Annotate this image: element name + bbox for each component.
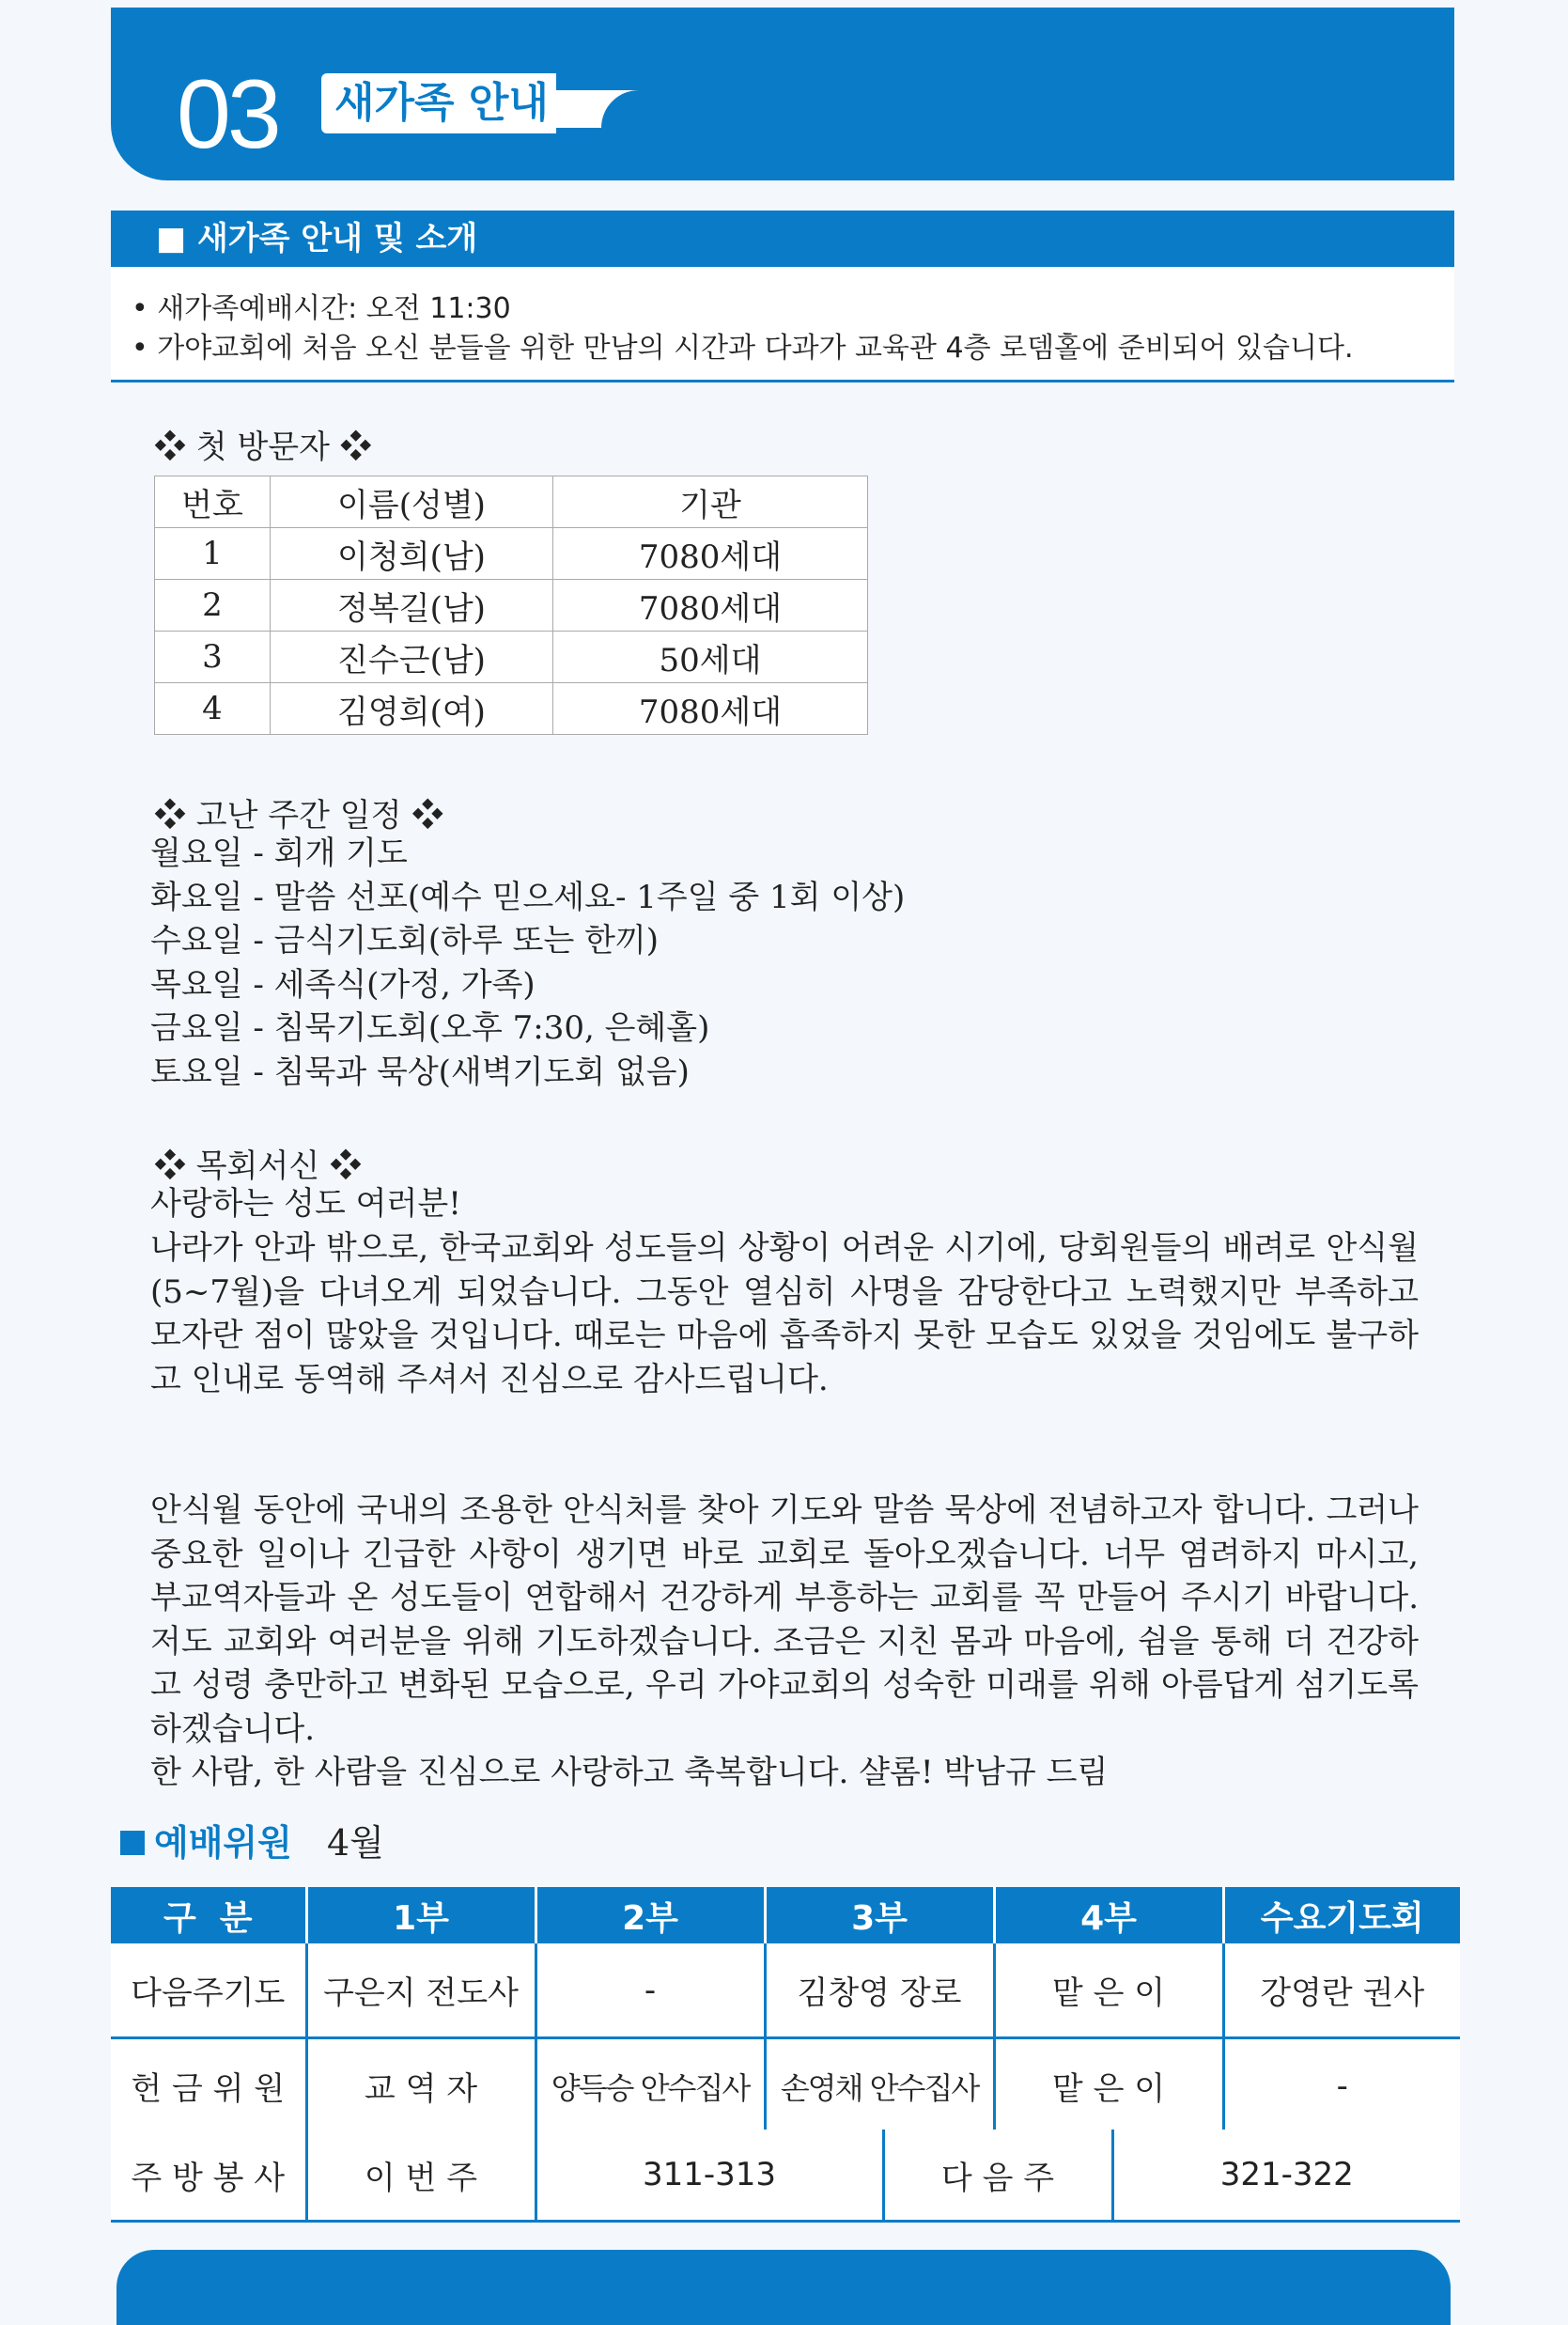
kitchen-duty-table xyxy=(111,2130,1460,2223)
section-number: 03 xyxy=(177,60,278,169)
schedule-item-sat: 토요일 - 침묵과 묵상(새벽기도회 없음) xyxy=(150,1053,690,1091)
info-line-time: • 새가족예배시간: 오전 11:30 xyxy=(132,292,511,325)
table-row xyxy=(155,580,868,632)
table-cell: 정복길(남) xyxy=(271,580,553,632)
letter-closing: 한 사람, 한 사람을 진심으로 사랑하고 축복합니다. 샬롬! 박남규 드림 xyxy=(150,1754,1109,1791)
worship-header-cell: 4부 xyxy=(994,1887,1223,1943)
table-header-cell: 이름(성별) xyxy=(271,476,553,528)
table-header-cell: 번호 xyxy=(155,476,271,528)
table-cell: 진수근(남) xyxy=(271,632,553,683)
table-cell: 50세대 xyxy=(553,632,868,683)
schedule-item-mon: 월요일 - 회개 기도 xyxy=(150,835,408,872)
worship-month: 4월 xyxy=(327,1822,384,1864)
table-cell: 손영채 안수집사 xyxy=(765,2038,994,2134)
table-cell: 7080세대 xyxy=(553,580,868,632)
letter-paragraph-1: 나라가 안과 밖으로, 한국교회와 성도들의 상황이 어려운 시기에, 당회원들의 배려로 안식월(5~7월)을 다녀오게 되었습니다. 그동안 열심히 사명을 감당한다고 노력했지만 부족하고 모자란 점이 많았을 것입니다. 때로는 마음에 흡족하지 못한 모습도 있었을 것임에도 불구하고 인내로 동역해 주셔서 진심으로 감사드립니다. xyxy=(150,1229,1419,1398)
table-row xyxy=(155,683,868,735)
worship-header-row xyxy=(111,1887,1460,1943)
schedule-item-thu: 목요일 - 세족식(가정, 가족) xyxy=(150,966,536,1004)
table-cell: 양득승 안수집사 xyxy=(536,2038,765,2134)
table-cell: 맡 은 이 xyxy=(994,2038,1223,2134)
worship-header-cell: 3부 xyxy=(765,1887,994,1943)
table-row xyxy=(111,1943,1460,2038)
table-cell: 이 번 주 xyxy=(306,2130,536,2222)
letter-greeting: 사랑하는 성도 여러분! xyxy=(150,1185,461,1223)
schedule-item-fri: 금요일 - 침묵기도회(오후 7:30, 은혜홀) xyxy=(150,1009,710,1047)
table-cell: 다음주기도 xyxy=(111,1943,306,2038)
worship-table xyxy=(111,1887,1460,2135)
schedule-item-tue: 화요일 - 말씀 선포(예수 믿으세요- 1주일 중 1회 이상) xyxy=(150,879,906,916)
table-cell: 311-313 xyxy=(536,2130,883,2222)
table-cell: 7080세대 xyxy=(553,683,868,735)
schedule-heading: ❖ 고난 주간 일정 ❖ xyxy=(154,797,444,835)
table-cell: 헌 금 위 원 xyxy=(111,2038,306,2134)
table-cell: 김영희(여) xyxy=(271,683,553,735)
table-cell: 321-322 xyxy=(1112,2130,1460,2222)
header-curve xyxy=(601,90,1454,180)
letter-heading: ❖ 목회서신 ❖ xyxy=(154,1147,362,1185)
letter-paragraph-2: 안식월 동안에 국내의 조용한 안식처를 찾아 기도와 말씀 묵상에 전념하고자 합니다. 그러나 중요한 일이나 긴급한 사항이 생기면 바로 교회로 돌아오겠습니다. 너무 염려하지 마시고, 부교역자들과 온 성도들이 연합해서 건강하게 부흥하는 교회를 꼭 만들어 주시기 바랍니다. 저도 교회와 여러분을 위해 기도하겠습니다. 조금은 지친 몸과 마음에, 쉼을 통해 더 건강하고 성령 충만하고 변화된 모습으로, 우리 가야교회의 성숙한 미래를 위해 아름답게 섬기도록 하겠습니다. xyxy=(150,1491,1419,1748)
table-cell: 강영란 권사 xyxy=(1223,1943,1460,2038)
worship-header-cell: 구 분 xyxy=(111,1887,306,1943)
table-row xyxy=(155,632,868,683)
footer-band xyxy=(116,2250,1451,2325)
table-header-cell: 기관 xyxy=(553,476,868,528)
table-cell: 4 xyxy=(155,683,271,735)
info-line-welcome: • 가야교회에 처음 오신 분들을 위한 만남의 시간과 다과가 교육관 4층 로뎀홀에 준비되어 있습니다. xyxy=(132,332,1354,365)
worship-title: 예배위원 xyxy=(154,1822,292,1864)
table-row xyxy=(155,528,868,580)
table-row xyxy=(111,2038,1460,2134)
table-cell: 이청희(남) xyxy=(271,528,553,580)
visitors-table xyxy=(154,476,868,735)
table-cell: 2 xyxy=(155,580,271,632)
table-cell: 교 역 자 xyxy=(306,2038,536,2134)
section-title: ■ 새가족 안내 및 소개 xyxy=(156,220,478,257)
table-cell: 다 음 주 xyxy=(883,2130,1112,2222)
table-cell: - xyxy=(536,1943,765,2038)
table-cell: 3 xyxy=(155,632,271,683)
visitors-heading: ❖ 첫 방문자 ❖ xyxy=(154,429,372,466)
table-header-row xyxy=(155,476,868,528)
page-title: 새가족 안내 xyxy=(334,79,549,127)
table-cell: 맡 은 이 xyxy=(994,1943,1223,2038)
table-row xyxy=(111,2130,1460,2222)
table-cell: 1 xyxy=(155,528,271,580)
worship-header-cell: 1부 xyxy=(306,1887,536,1943)
table-cell: 김창영 장로 xyxy=(765,1943,994,2038)
schedule-item-wed: 수요일 - 금식기도회(하루 또는 한끼) xyxy=(150,922,660,960)
table-cell: 주 방 봉 사 xyxy=(111,2130,306,2222)
worship-square-icon xyxy=(120,1831,145,1855)
worship-header-cell: 수요기도회 xyxy=(1223,1887,1460,1943)
table-cell: - xyxy=(1223,2038,1460,2134)
table-cell: 구은지 전도사 xyxy=(306,1943,536,2038)
worship-header-cell: 2부 xyxy=(536,1887,765,1943)
table-cell: 7080세대 xyxy=(553,528,868,580)
